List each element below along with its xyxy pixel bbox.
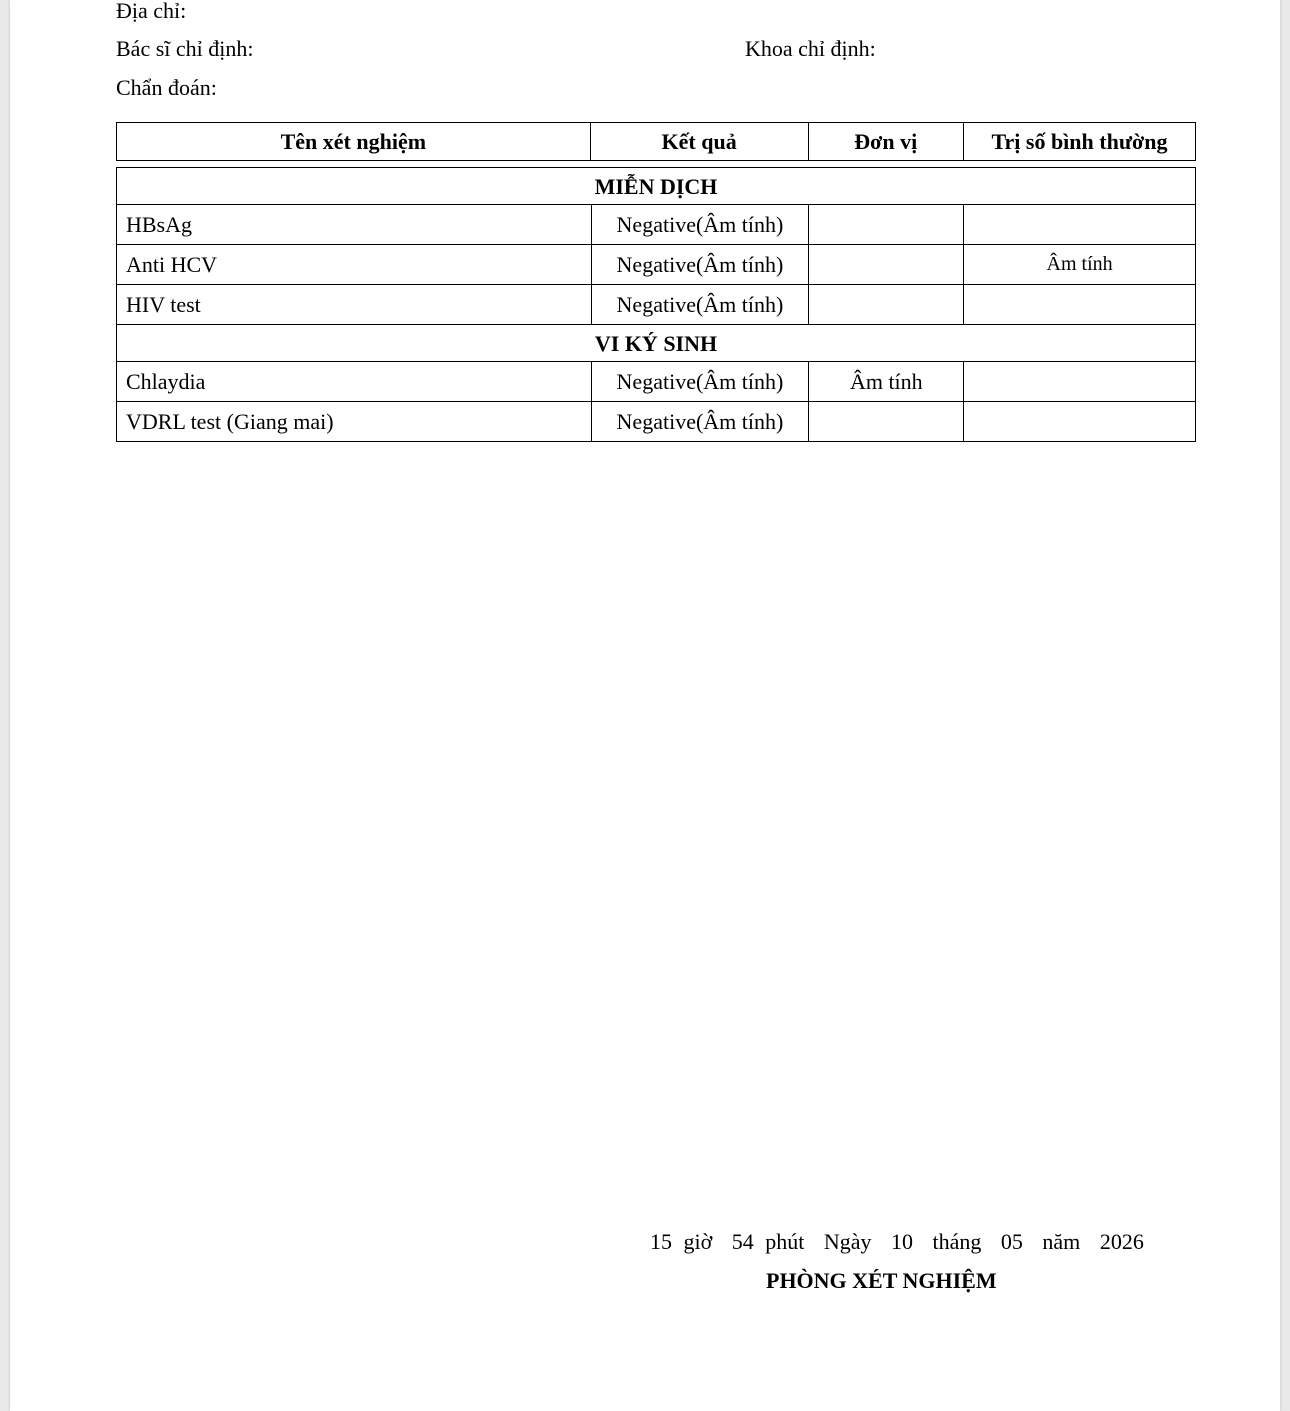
result-cell: Negative(Âm tính) xyxy=(591,245,809,285)
section-row xyxy=(117,325,1196,362)
day-value: 10 xyxy=(891,1229,914,1254)
document-page xyxy=(10,0,1280,1411)
normal-range-cell xyxy=(964,205,1196,245)
day-label: Ngày xyxy=(823,1229,872,1254)
header-test-name: Tên xét nghiệm xyxy=(117,123,591,161)
result-cell: Negative(Âm tính) xyxy=(591,205,809,245)
header-unit: Đơn vị xyxy=(808,123,963,161)
header-result: Kết quả xyxy=(590,123,808,161)
normal-range-cell xyxy=(964,285,1196,325)
table-row xyxy=(117,245,1196,285)
department-label: Khoa chỉ định: xyxy=(745,36,876,61)
month-value: 05 xyxy=(1000,1229,1023,1254)
table-row xyxy=(117,205,1196,245)
results-table xyxy=(116,167,1196,442)
section-title: VI KÝ SINH xyxy=(117,325,1196,362)
result-cell: Negative(Âm tính) xyxy=(591,362,809,402)
table-row xyxy=(117,285,1196,325)
lab-title: PHÒNG XÉT NGHIỆM xyxy=(766,1268,997,1293)
header-normal-range: Trị số bình thường xyxy=(963,123,1195,161)
test-name-cell: HIV test xyxy=(117,285,592,325)
section-title: MIỄN DỊCH xyxy=(117,168,1196,205)
unit-cell xyxy=(809,205,964,245)
minute-label: phút xyxy=(765,1229,805,1254)
normal-range-cell xyxy=(964,362,1196,402)
header-row xyxy=(117,123,1196,161)
result-cell: Negative(Âm tính) xyxy=(591,285,809,325)
table-row xyxy=(117,362,1196,402)
result-cell: Negative(Âm tính) xyxy=(591,402,809,442)
test-name-cell: VDRL test (Giang mai) xyxy=(117,402,592,442)
year-label: năm xyxy=(1042,1229,1081,1254)
normal-range-cell xyxy=(964,402,1196,442)
unit-cell xyxy=(809,285,964,325)
report-datetime xyxy=(650,1229,1150,1255)
address-label: Địa chỉ: xyxy=(116,0,187,23)
unit-cell: Âm tính xyxy=(809,362,964,402)
hour-label: giờ xyxy=(683,1229,713,1254)
table-row xyxy=(117,402,1196,442)
minute-value: 54 xyxy=(731,1229,754,1254)
month-label: tháng xyxy=(932,1229,982,1254)
test-name-cell: HBsAg xyxy=(117,205,592,245)
section-row xyxy=(117,168,1196,205)
test-name-cell: Anti HCV xyxy=(117,245,592,285)
hour-value: 15 xyxy=(650,1229,672,1254)
diagnosis-label: Chẩn đoán: xyxy=(116,75,217,100)
unit-cell xyxy=(809,245,964,285)
test-name-cell: Chlaydia xyxy=(117,362,592,402)
results-header-table xyxy=(116,122,1196,161)
year-value: 2026 xyxy=(1099,1229,1144,1254)
unit-cell xyxy=(809,402,964,442)
doctor-label: Bác sĩ chỉ định: xyxy=(116,36,254,61)
normal-range-cell: Âm tính xyxy=(964,245,1196,285)
